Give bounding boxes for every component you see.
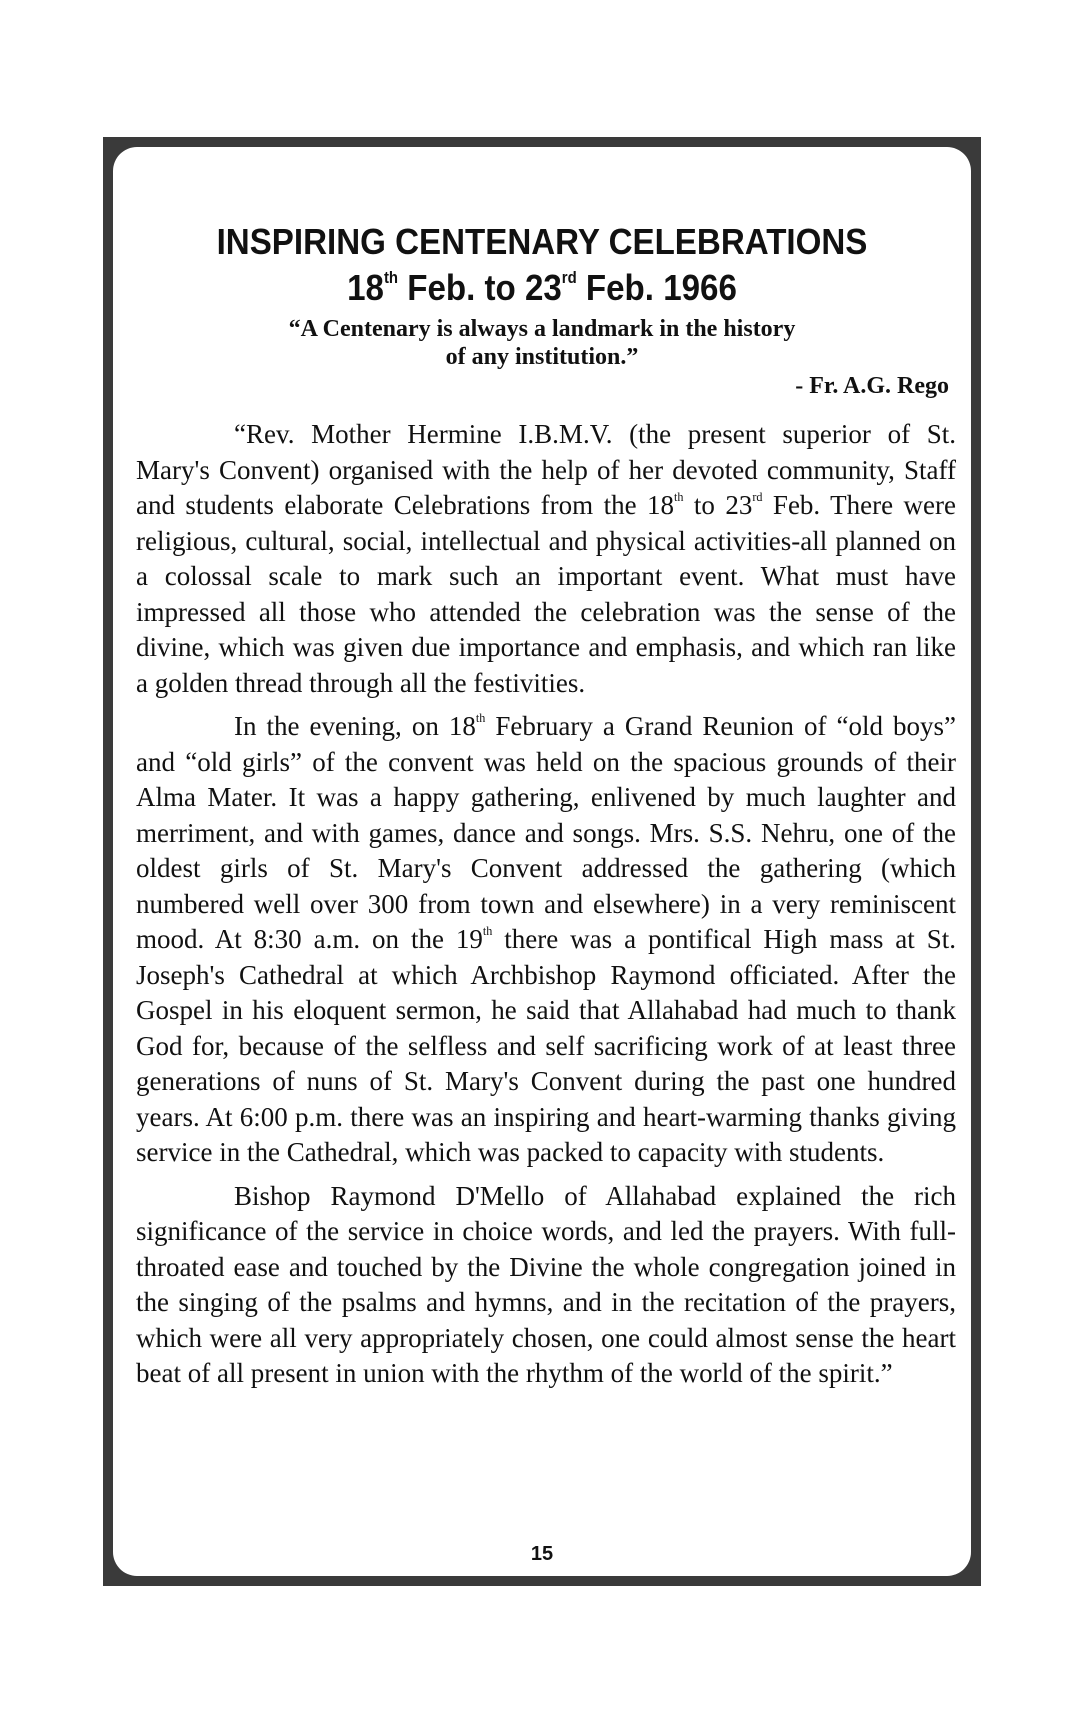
- paragraph-1-part-b: to 23: [683, 490, 753, 520]
- paragraph-2-part-a: In the evening, on 18: [234, 711, 476, 741]
- title-line: INSPIRING CENTENARY CELEBRATIONS: [216, 221, 868, 262]
- paragraph-2-sup-2: th: [482, 923, 493, 938]
- date-middle: Feb. to 23: [398, 267, 562, 308]
- paragraph-2: [136, 709, 956, 1171]
- page-border-frame: [103, 137, 981, 1586]
- epigraph-line-1: “A Centenary is always a landmark in the history: [288, 316, 796, 342]
- article-body: [136, 417, 956, 1400]
- paragraph-1-sup-2: rd: [752, 489, 763, 504]
- paragraph-2-part-c: there was a pontifical High mass at St. Joseph's Cathedral at which Archbishop Raymond officiated. After the Gospel in his eloquent sermon, he said that Allahabad had much to thank God for, because of the selfless and self sacrificing work of at least three generations of nuns of St. Mary's Convent during the past one hundred years. At 6:00 p.m. there was an inspiring and heart-warming thanks giving service in the Cathedral, which was packed to capacity with students.: [136, 924, 956, 1167]
- paragraph-2-sup-1: th: [475, 710, 486, 725]
- date-end-suffix: rd: [561, 268, 577, 287]
- paragraph-2-part-b: February a Grand Reunion of “old boys” and “old girls” of the convent was held on the spacious grounds of their Alma Mater. It was a happy gathering, enlivened by much laughter and merriment, and with games, dance and songs. Mrs. S.S. Nehru, one of the oldest girls of St. Mary's Convent addressed the gathering (which numbered well over 300 from town and elsewhere) in a very reminiscent mood. At 8:30 a.m. on the 19: [136, 711, 957, 954]
- paragraph-1-sup-1: th: [674, 489, 684, 504]
- date-start-day: 18: [347, 267, 384, 308]
- page-content-area: [113, 147, 971, 1576]
- paragraph-1-part-c: Feb. There were religious, cultural, social, intellectual and physical activities-all planned on a colossal scale to mark such an important event. What must have impressed all those who attended the celebration was the sense of the divine, which was given due importance and emphasis, and which ran like a golden thread through all the festivities.: [136, 490, 956, 698]
- title-date-line: [147, 265, 936, 311]
- paragraph-3: Bishop Raymond D'Mello of Allahabad explained the rich significance of the service in choice words, and led the prayers. With full-throated ease and touched by the Divine the whole congregation joined in the singing of the psalms and hymns, and in the recitation of the prayers, which were all very appropriately chosen, one could almost sense the heart beat of all present in union with the rhythm of the world of the spirit.”: [136, 1180, 956, 1388]
- date-end: Feb. 1966: [576, 267, 737, 308]
- epigraph-line-2: of any institution.”: [445, 344, 639, 370]
- epigraph-attribution: - Fr. A.G. Rego: [795, 373, 949, 399]
- paragraph-1-part-a: “Rev. Mother Hermine I.B.M.V. (the present superior of St. Mary's Convent) organised with the help of her devoted community, Staff and students elaborate Celebrations from the 18: [136, 419, 956, 520]
- epigraph-quote: [113, 315, 971, 371]
- date-start-suffix: th: [383, 268, 399, 287]
- page-title: [147, 219, 936, 311]
- page-number: 15: [530, 1543, 554, 1565]
- paragraph-1: [136, 417, 956, 701]
